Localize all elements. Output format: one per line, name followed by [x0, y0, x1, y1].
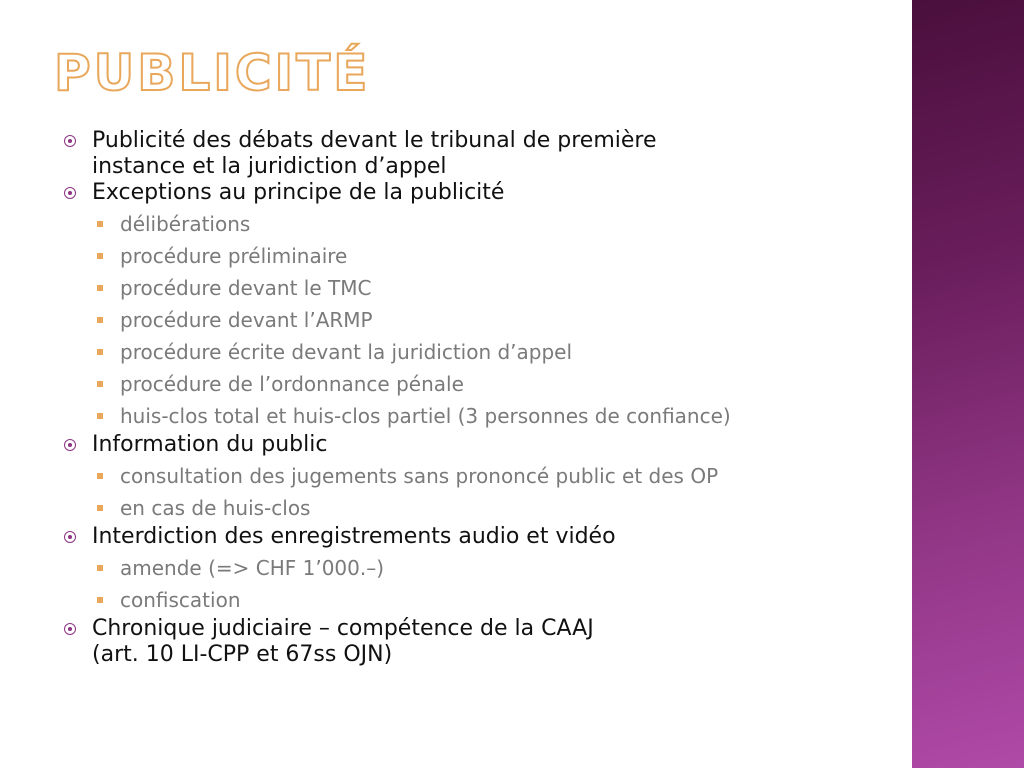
- bullet-item: [62, 524, 902, 550]
- circle-bullet-icon: [64, 439, 76, 451]
- sub-bullet-text: délibérations: [120, 212, 251, 236]
- square-bullet-icon: [97, 221, 103, 227]
- sub-bullet-text: procédure devant l’ARMP: [120, 308, 373, 332]
- bullet-text-line: instance et la juridiction d’appel: [92, 154, 447, 179]
- square-bullet-icon: [97, 505, 103, 511]
- bullet-group: [62, 128, 902, 180]
- square-bullet-icon: [97, 285, 103, 291]
- decorative-side-band: [912, 0, 1024, 768]
- sub-bullet-item: [62, 304, 902, 336]
- sub-bullet-item: [62, 336, 902, 368]
- sub-bullet-item: [62, 208, 902, 240]
- square-bullet-icon: [97, 565, 103, 571]
- sub-bullet-item: [62, 272, 902, 304]
- sub-bullet-item: [62, 584, 902, 616]
- bullet-group: [62, 524, 902, 616]
- bullet-text-line: (art. 10 LI-CPP et 67ss OJN): [92, 642, 393, 667]
- bullet-item: [62, 128, 902, 180]
- sub-bullet-text: consultation des jugements sans prononcé public et des OP: [120, 464, 719, 488]
- bullet-text-line: Exceptions au principe de la publicité: [92, 180, 505, 205]
- bullet-text-line: Chronique judiciaire – compétence de la CAAJ: [92, 616, 594, 641]
- bullet-group: [62, 180, 902, 432]
- sub-bullet-text: huis-clos total et huis-clos partiel (3 personnes de confiance): [120, 404, 731, 428]
- sub-bullet-list: [62, 552, 902, 616]
- bullet-group: [62, 616, 902, 668]
- square-bullet-icon: [97, 413, 103, 419]
- sub-bullet-item: [62, 492, 902, 524]
- bullet-list: [62, 128, 902, 668]
- square-bullet-icon: [97, 317, 103, 323]
- sub-bullet-item: [62, 460, 902, 492]
- sub-bullet-list: [62, 460, 902, 524]
- sub-bullet-text: amende (=> CHF 1’000.–): [120, 556, 385, 580]
- sub-bullet-text: procédure préliminaire: [120, 244, 348, 268]
- sub-bullet-item: [62, 552, 902, 584]
- slide-title: PUBLICITÉ: [54, 44, 371, 102]
- circle-bullet-icon: [64, 135, 76, 147]
- sub-bullet-text: procédure écrite devant la juridiction d’appel: [120, 340, 573, 364]
- sub-bullet-item: [62, 400, 902, 432]
- sub-bullet-text: confiscation: [120, 588, 241, 612]
- square-bullet-icon: [97, 349, 103, 355]
- bullet-item: [62, 616, 902, 668]
- square-bullet-icon: [97, 597, 103, 603]
- sub-bullet-text: procédure de l’ordonnance pénale: [120, 372, 464, 396]
- circle-bullet-icon: [64, 623, 76, 635]
- sub-bullet-item: [62, 240, 902, 272]
- circle-bullet-icon: [64, 187, 76, 199]
- bullet-item: [62, 180, 902, 206]
- bullet-text-line: Publicité des débats devant le tribunal de première: [92, 128, 657, 153]
- bullet-text-line: Interdiction des enregistrements audio et vidéo: [92, 524, 616, 549]
- bullet-group: [62, 432, 902, 524]
- sub-bullet-list: [62, 208, 902, 432]
- bullet-item: [62, 432, 902, 458]
- circle-bullet-icon: [64, 531, 76, 543]
- square-bullet-icon: [97, 473, 103, 479]
- square-bullet-icon: [97, 253, 103, 259]
- sub-bullet-item: [62, 368, 902, 400]
- bullet-text-line: Information du public: [92, 432, 328, 457]
- sub-bullet-text: procédure devant le TMC: [120, 276, 372, 300]
- square-bullet-icon: [97, 381, 103, 387]
- sub-bullet-text: en cas de huis-clos: [120, 496, 311, 520]
